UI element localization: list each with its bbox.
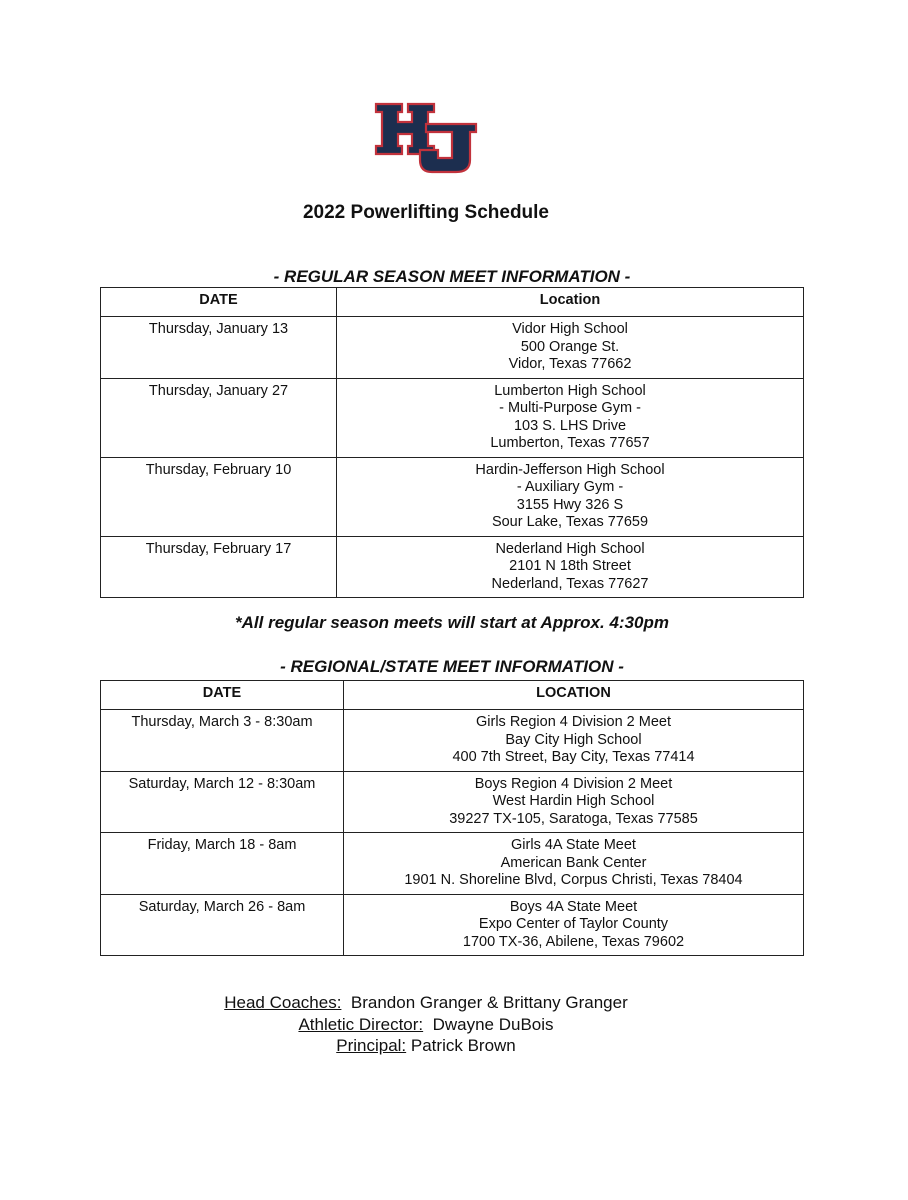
- location-line: Vidor High School: [512, 321, 628, 337]
- location-column-header: LOCATION: [344, 681, 804, 710]
- table-row: [101, 317, 804, 379]
- location-line: Expo Center of Taylor County: [478, 916, 669, 932]
- location-line: Girls Region 4 Division 2 Meet: [475, 714, 672, 730]
- staff-line: [0, 992, 852, 1014]
- meet-date: Thursday, March 3 - 8:30am: [101, 710, 344, 772]
- meet-location: [344, 894, 804, 956]
- staff-line: [0, 1014, 852, 1036]
- meet-date: Thursday, January 13: [101, 317, 337, 379]
- date-column-header: DATE: [101, 681, 344, 710]
- location-line: Vidor, Texas 77662: [508, 356, 632, 372]
- regular-season-table: [100, 287, 804, 598]
- location-line: 1700 TX-36, Abilene, Texas 79602: [462, 933, 685, 950]
- meet-date: Thursday, February 17: [101, 536, 337, 598]
- location-line: American Bank Center: [500, 854, 647, 871]
- location-line: Sour Lake, Texas 77659: [491, 514, 649, 530]
- location-line: 103 S. LHS Drive: [513, 417, 627, 434]
- location-line: 2101 N 18th Street: [509, 558, 631, 574]
- table-row: [101, 457, 804, 536]
- meet-location: [337, 378, 804, 457]
- meet-date: Saturday, March 26 - 8am: [101, 894, 344, 956]
- table-row: [101, 536, 804, 598]
- location-line: Bay City High School: [505, 731, 642, 748]
- table-row: [101, 771, 804, 833]
- location-line: 3155 Hwy 326 S: [516, 496, 624, 513]
- location-line: 400 7th Street, Bay City, Texas 77414: [452, 749, 695, 765]
- location-line: 39227 TX-105, Saratoga, Texas 77585: [449, 810, 698, 827]
- start-time-note: *All regular season meets will start at Approx. 4:30pm: [235, 613, 669, 632]
- hj-logo-letters: [376, 104, 476, 172]
- meet-location: [344, 710, 804, 772]
- staff-value: Dwayne DuBois: [432, 1014, 554, 1034]
- location-line: Boys 4A State Meet: [509, 898, 638, 915]
- location-line: 1901 N. Shoreline Blvd, Corpus Christi, Texas 78404: [404, 872, 743, 888]
- location-line: Boys Region 4 Division 2 Meet: [474, 775, 673, 792]
- hj-logo: [372, 100, 480, 176]
- location-line: Lumberton High School: [494, 382, 646, 399]
- meet-location: [337, 317, 804, 379]
- location-line: Nederland High School: [495, 540, 645, 557]
- meet-date: Thursday, January 27: [101, 378, 337, 457]
- staff-value: Patrick Brown: [410, 1036, 516, 1055]
- location-line: Lumberton, Texas 77657: [490, 435, 650, 451]
- table-row: [101, 833, 804, 895]
- table-row: [101, 710, 804, 772]
- regular-season-rows: [101, 317, 804, 598]
- staff-line: [0, 1035, 852, 1057]
- staff-label: Athletic Director:: [298, 1014, 424, 1034]
- meet-date: Friday, March 18 - 8am: [101, 833, 344, 895]
- document-title: 2022 Powerlifting Schedule: [302, 202, 550, 223]
- location-line: West Hardin High School: [492, 793, 655, 809]
- meet-location: [344, 771, 804, 833]
- table-row: [101, 894, 804, 956]
- staff-value: Brandon Granger & Brittany Granger: [350, 993, 628, 1012]
- location-line: Nederland, Texas 77627: [491, 575, 649, 592]
- regional-state-table: [100, 680, 804, 956]
- regional-state-rows: [101, 710, 804, 956]
- table-header-row: [101, 681, 804, 710]
- meet-date: Thursday, February 10: [101, 457, 337, 536]
- date-column-header: DATE: [101, 288, 337, 317]
- table-row: [101, 378, 804, 457]
- table-header-row: [101, 288, 804, 317]
- location-column-header: Location: [337, 288, 804, 317]
- location-line: - Auxiliary Gym -: [516, 479, 624, 495]
- regional-state-heading: - REGIONAL/STATE MEET INFORMATION -: [280, 657, 624, 676]
- location-line: Hardin-Jefferson High School: [475, 461, 665, 478]
- meet-location: [337, 457, 804, 536]
- staff-label: Principal:: [336, 1036, 407, 1055]
- meet-location: [337, 536, 804, 598]
- meet-date: Saturday, March 12 - 8:30am: [101, 771, 344, 833]
- staff-label: Head Coaches:: [224, 993, 342, 1012]
- location-line: - Multi-Purpose Gym -: [499, 400, 641, 416]
- meet-location: [344, 833, 804, 895]
- regular-season-heading: - REGULAR SEASON MEET INFORMATION -: [273, 267, 631, 286]
- staff-credits: [0, 992, 852, 1057]
- location-line: 500 Orange St.: [520, 338, 620, 355]
- location-line: Girls 4A State Meet: [511, 837, 636, 853]
